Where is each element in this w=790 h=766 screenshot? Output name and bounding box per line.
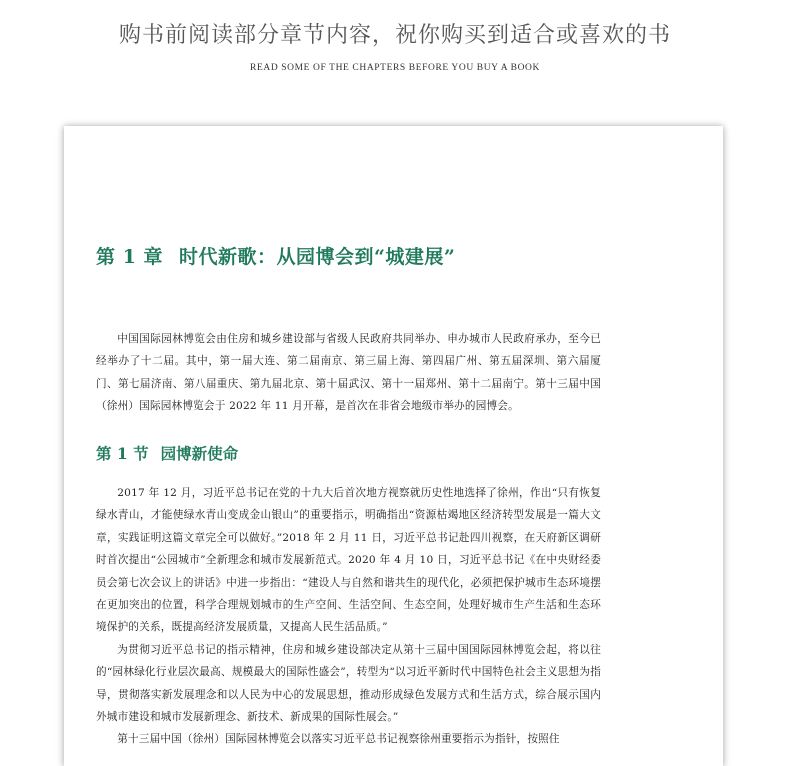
page-header-subtitle: READ SOME OF THE CHAPTERS BEFORE YOU BUY A BOOK <box>250 63 540 73</box>
page-header-title: 购书前阅读部分章节内容，祝你购买到适合或喜欢的书 <box>118 23 671 48</box>
book-page-preview <box>64 126 723 766</box>
chapter-heading <box>96 242 455 269</box>
section-number: 第 1 节 <box>96 444 149 463</box>
chapter-number: 第 1 章 <box>96 246 163 268</box>
paragraph: 第十三届中国（徐州）国际园林博览会以落实习近平总书记视察徐州重要指示为指针，按照住 <box>117 733 560 746</box>
section-heading <box>96 442 238 464</box>
section-title: 园博新使命 <box>160 444 239 463</box>
chapter-intro <box>96 328 601 418</box>
section-body <box>96 482 601 751</box>
paragraph: 2017 年 12 月，习近平总书记在党的十九大后首次地方视察就历史性地选择了徐州，作出“只有恢复绿水青山，才能使绿水青山变成金山银山”的重要指示，明确指出“资源枯竭地区经济转型发展是一篇大文章，实践证明这篇文章完全可以做好。”2018 年 2 月 11 日，习近平总书记赴四川视察，在天府新区调研时首次提出“公园城市”全新理念和城市发展新范式。2020 年 4 月 10 日，习近平总书记《在中央财经委员会第七次会议上的讲话》中进一步指出：“建设人与自然和谐共生的现代化，必须把保护城市生态环境摆在更加突出的位置，科学合理规划城市的生产空间、生活空间、生态空间，处理好城市生产生活和生态环境保护的关系，既提高经济发展质量，又提高人民生活品质。” <box>96 487 601 634</box>
paragraph: 中国国际园林博览会由住房和城乡建设部与省级人民政府共同举办、申办城市人民政府承办，至今已经举办了十二届。其中，第一届大连、第二届南京、第三届上海、第四届广州、第五届深圳、第六届厦门、第七届济南、第八届重庆、第九届北京、第十届武汉、第十一届郑州、第十二届南宁。第十三届中国（徐州）国际园林博览会于 2022 年 11 月开幕，是首次在非省会地级市举办的园博会。 <box>96 333 601 413</box>
paragraph: 为贯彻习近平总书记的指示精神，住房和城乡建设部决定从第十三届中国国际园林博览会起，将以往的“园林绿化行业层次最高、规模最大的国际性盛会”，转型为“以习近平新时代中国特色社会主义思想为指导，贯彻落实新发展理念和以人民为中心的发展思想，推动形成绿色发展方式和生活方式，综合展示国内外城市建设和城市发展新理念、新技术、新成果的国际性展会。” <box>96 643 601 724</box>
chapter-title: 时代新歌：从园博会到“城建展” <box>178 246 456 268</box>
